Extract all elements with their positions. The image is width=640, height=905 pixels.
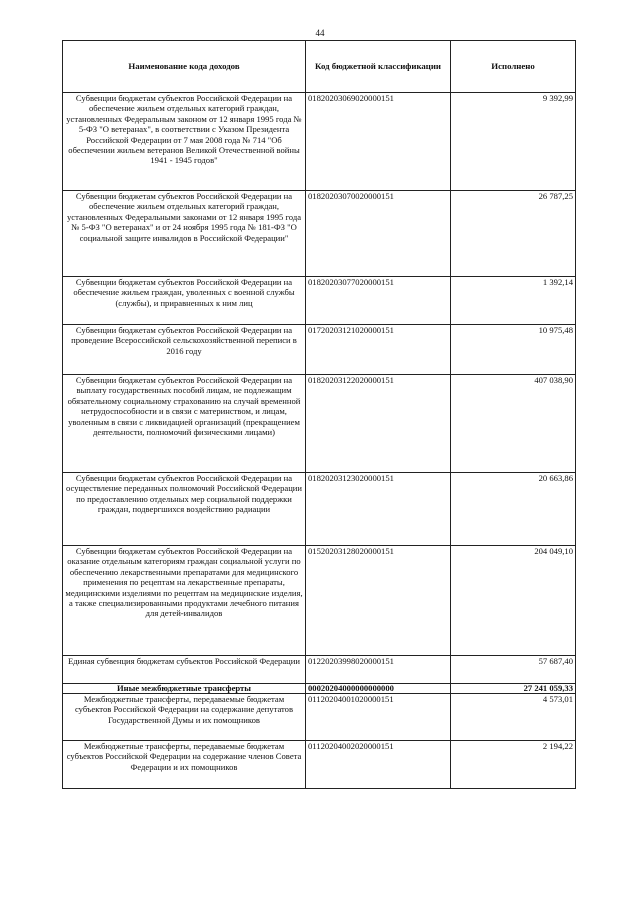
table-row <box>63 277 576 325</box>
row-name-cell: Субвенции бюджетам субъектов Российской Федерации на осуществление переданных полномочий Российской Федерации по предоставлению отдельных мер социальной поддержки граждан, подвергшихся воздействию радиации <box>63 473 306 546</box>
row-code-cell: 01120204002020000151 <box>306 741 451 789</box>
row-name-cell: Субвенции бюджетам субъектов Российской Федерации на обеспечение жильем отдельных категорий граждан, установленных Федеральными законами от 12 января 1995 года № 5-ФЗ "О ветеранах" и от 24 ноября 1995 года № 181-ФЗ "О социальной защите инвалидов в Российской Федерации" <box>63 191 306 277</box>
row-amount-cell: 2 194,22 <box>451 741 576 789</box>
row-code-cell: 01520203128020000151 <box>306 546 451 656</box>
row-code-cell: 01820203122020000151 <box>306 375 451 473</box>
row-amount-cell: 204 049,10 <box>451 546 576 656</box>
row-name-cell: Субвенции бюджетам субъектов Российской Федерации на проведение Всероссийской сельскохозяйственной переписи в 2016 году <box>63 325 306 375</box>
table-row <box>63 325 576 375</box>
row-code-cell: 01120204001020000151 <box>306 694 451 741</box>
table-row <box>63 656 576 684</box>
row-code-cell: 01720203121020000151 <box>306 325 451 375</box>
table-row <box>63 694 576 741</box>
row-amount-cell: 57 687,40 <box>451 656 576 684</box>
page-number: 44 <box>315 28 325 38</box>
row-amount-cell: 26 787,25 <box>451 191 576 277</box>
row-code-cell: 00020204000000000000 <box>306 684 451 694</box>
row-name-cell: Субвенции бюджетам субъектов Российской Федерации на выплату государственных пособий лицам, не подлежащим обязательному социальному страхованию на случай временной нетрудоспособности и в связи с материнством, и лицам, уволенным в связи с ликвидацией организаций (прекращением деятельности, полномочий физическими лицами) <box>63 375 306 473</box>
column-header-name: Наименование кода доходов <box>63 41 306 93</box>
revenue-table <box>62 40 576 789</box>
row-code-cell: 01820203069020000151 <box>306 93 451 191</box>
row-amount-cell: 4 573,01 <box>451 694 576 741</box>
table-row <box>63 375 576 473</box>
row-code-cell: 01220203998020000151 <box>306 656 451 684</box>
row-name-cell: Межбюджетные трансферты, передаваемые бюджетам субъектов Российской Федерации на содержание членов Совета Федерации и их помощников <box>63 741 306 789</box>
row-name-cell: Субвенции бюджетам субъектов Российской Федерации на оказание отдельным категориям граждан социальной услуги по обеспечению лекарственными препаратами для медицинского применения по рецептам на лекарственные препараты, медицинскими изделиями по рецептам на медицинские изделия, а также специализированными продуктами лечебного питания для детей-инвалидов <box>63 546 306 656</box>
row-name-cell: Межбюджетные трансферты, передаваемые бюджетам субъектов Российской Федерации на содержание депутатов Государственной Думы и их помощников <box>63 694 306 741</box>
row-amount-cell: 10 975,48 <box>451 325 576 375</box>
table-row <box>63 546 576 656</box>
row-code-cell: 01820203077020000151 <box>306 277 451 325</box>
row-name-cell: Субвенции бюджетам субъектов Российской Федерации на обеспечение жильем отдельных категорий граждан, установленных Федеральным законом от 12 января 1995 года № 5-ФЗ "О ветеранах", в соответствии с Указом Президента Российской Федерации от 7 мая 2008 года № 714 "Об обеспечении жильем ветеранов Великой Отечественной войны 1941 - 1945 годов" <box>63 93 306 191</box>
table-group-row <box>63 684 576 694</box>
table-row <box>63 741 576 789</box>
table-row <box>63 93 576 191</box>
row-code-cell: 01820203123020000151 <box>306 473 451 546</box>
table-row <box>63 473 576 546</box>
row-name-cell: Иные межбюджетные трансферты <box>63 684 306 694</box>
row-name-cell: Субвенции бюджетам субъектов Российской Федерации на обеспечение жильем граждан, уволенных с военной службы (службы), и приравненных к ним лиц <box>63 277 306 325</box>
row-amount-cell: 27 241 059,33 <box>451 684 576 694</box>
row-amount-cell: 1 392,14 <box>451 277 576 325</box>
row-amount-cell: 407 038,90 <box>451 375 576 473</box>
row-amount-cell: 20 663,86 <box>451 473 576 546</box>
column-header-code: Код бюджетной классификации <box>306 41 451 93</box>
row-code-cell: 01820203070020000151 <box>306 191 451 277</box>
row-name-cell: Единая субвенция бюджетам субъектов Российской Федерации <box>63 656 306 684</box>
table-header-row <box>63 41 576 93</box>
table-row <box>63 191 576 277</box>
column-header-executed: Исполнено <box>451 41 576 93</box>
row-amount-cell: 9 392,99 <box>451 93 576 191</box>
